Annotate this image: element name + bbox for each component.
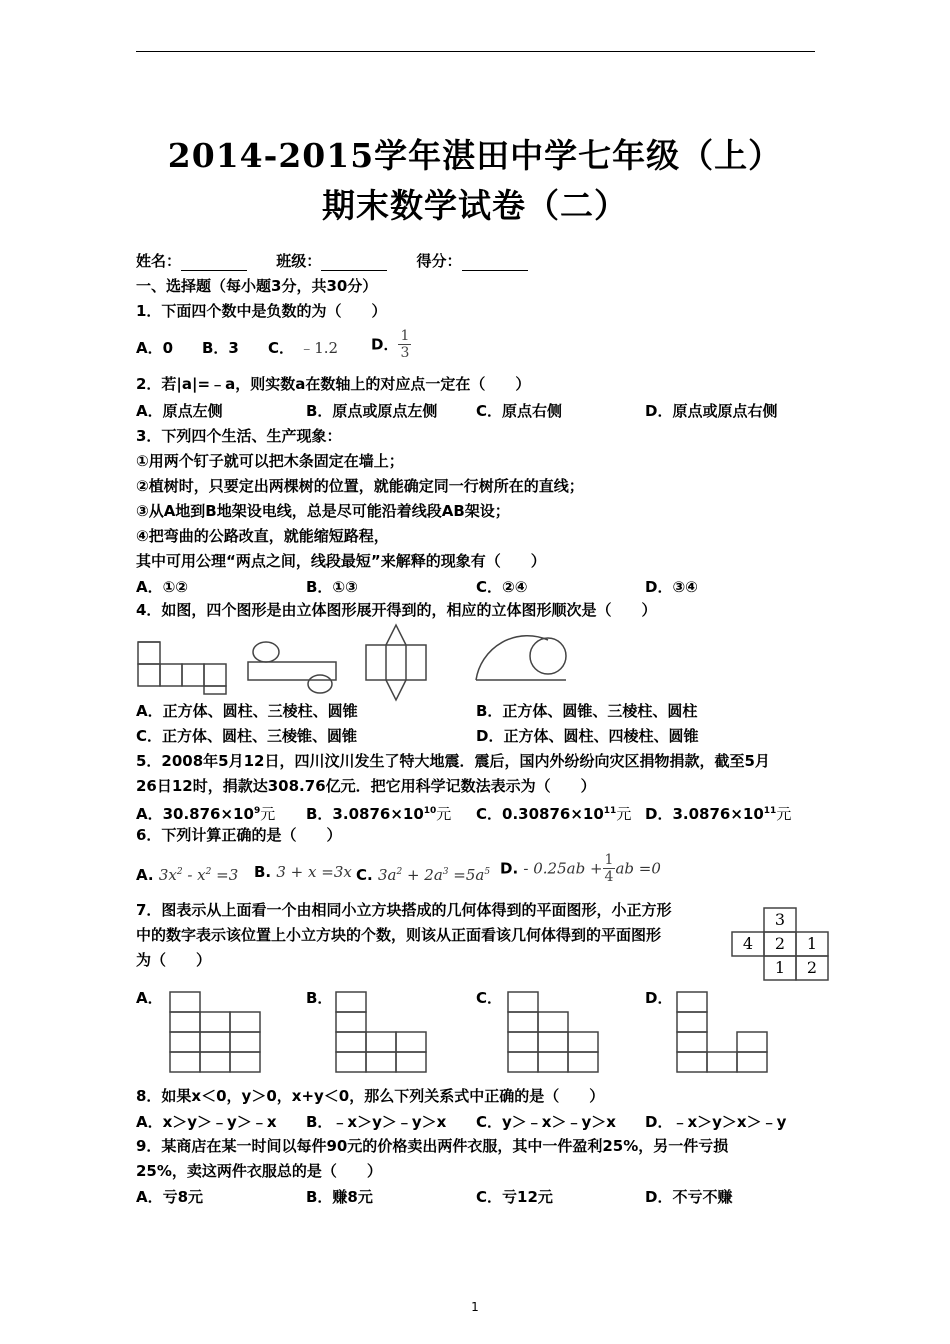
q5-a-exponent: 9 [253, 806, 261, 816]
q1-option-a[interactable]: A．0 [136, 339, 174, 357]
q9-option-c[interactable]: C．亏12元 [476, 1188, 553, 1206]
exam-title-line1: 2014-2015学年湛田中学七年级（上） [167, 136, 783, 175]
q6-c-expression: $3a^2 + 2a^3 =5a^5$ [377, 866, 491, 884]
q4-option-b[interactable]: B．正方体、圆锥、三棱柱、圆柱 [476, 702, 698, 720]
q5-stem-line1: 5．2008年5月12日，四川汶川发生了特大地震．震后，国内外纷纷向灾区捐物捐款，截至5月 [136, 752, 770, 770]
score-label: 得分： [416, 252, 462, 270]
class-label: 班级： [276, 252, 322, 270]
q7-option-a[interactable]: A． [136, 989, 163, 1007]
q5-d-exponent: 11 [763, 806, 777, 816]
q7-option-c[interactable]: C． [476, 989, 503, 1007]
q9-stem-line1: 9．某商店在某一时间以每件90元的价格卖出两件衣服，其中一件盈利25%，另一件亏损 [136, 1137, 729, 1155]
q1-stem: 1．下面四个数中是负数的为（ ） [136, 302, 387, 320]
grid-cell-bottom-right: 2 [806, 958, 818, 977]
q2-option-b[interactable]: B．原点或原点左侧 [306, 402, 438, 420]
grid-cell-bottom-center: 1 [774, 958, 786, 977]
q5-c-base: C．0.30876×10 [476, 805, 604, 823]
q6-d-numerator: 1 [604, 852, 614, 868]
q3-option-c[interactable]: C．②④ [476, 578, 528, 596]
name-label: 姓名： [136, 252, 182, 270]
q6-c-label: C. [356, 866, 373, 884]
q2-option-d[interactable]: D．原点或原点右侧 [645, 402, 778, 420]
q9-option-a[interactable]: A．亏8元 [136, 1188, 204, 1206]
q9-option-d[interactable]: D．不亏不赚 [645, 1188, 733, 1206]
q5-b-unit: 元 [436, 805, 452, 823]
q6-b-label: B. [254, 863, 272, 881]
q3-item-3: ③从A地到B地架设电线，总是尽可能沿着线段AB架设； [136, 502, 510, 520]
q6-stem: 6．下列计算正确的是（ ） [136, 826, 342, 844]
q4-option-c[interactable]: C．正方体、圆柱、三棱锥、圆锥 [136, 727, 358, 745]
grid-cell-left: 4 [742, 934, 754, 953]
q7-figure-d [677, 992, 767, 1072]
grid-cell-top: 3 [774, 910, 786, 929]
q7-stem-line3: 为（ ） [136, 951, 212, 969]
page-number: 1 [471, 1300, 479, 1314]
q7-stem-line2: 中的数字表示该位置上小立方块的个数，则该从正面看该几何体得到的平面图形 [136, 926, 662, 944]
q8-option-b[interactable]: B．﹣x＞y＞﹣y＞x [306, 1113, 447, 1131]
q8-option-d[interactable]: D．﹣x＞y＞x＞﹣y [645, 1113, 787, 1131]
q4-option-a[interactable]: A．正方体、圆柱、三棱柱、圆锥 [136, 702, 358, 720]
q5-c-exponent: 11 [603, 806, 617, 816]
grid-cell-center: 2 [774, 934, 786, 953]
q6-d-expression-right: ab =0 [615, 859, 661, 878]
q3-option-a[interactable]: A．①② [136, 578, 189, 596]
q1-d-label: D． [371, 335, 399, 354]
q4-stem: 4．如图，四个图形是由立体图形展开得到的，相应的立体图形顺次是（ ） [136, 601, 657, 619]
section-heading: 一、选择题（每小题3分，共30分） [136, 277, 378, 295]
q5-stem-line2: 26日12时，捐款达308.76亿元．把它用科学记数法表示为（ ） [136, 777, 596, 795]
grid-cell-right: 1 [806, 934, 818, 953]
q6-d-denominator: 4 [604, 869, 614, 885]
q8-stem: 8．如果x＜0，y＞0，x+y＜0，那么下列关系式中正确的是（ ） [136, 1087, 605, 1105]
q1-d-denominator: 3 [400, 345, 410, 361]
q8-option-c[interactable]: C．y＞﹣x＞﹣y＞x [476, 1113, 616, 1131]
exam-title-line2: 期末数学试卷（二） [322, 186, 628, 225]
q3-item-4: ④把弯曲的公路改直，就能缩短路程， [136, 527, 389, 545]
q6-a-expression: $3x^2 - x^2 =3$ [158, 866, 239, 884]
q2-option-a[interactable]: A．原点左侧 [136, 402, 223, 420]
q8-option-a[interactable]: A．x＞y＞﹣y＞﹣x [136, 1113, 277, 1131]
q7-figure-c [508, 992, 598, 1072]
q6-a-label: A. [136, 866, 154, 884]
q1-d-numerator: 1 [400, 328, 410, 344]
q7-figure-b [336, 992, 426, 1072]
q3-stem: 3．下列四个生活、生产现象： [136, 427, 342, 445]
q5-b-base: B．3.0876×10 [306, 805, 424, 823]
q6-d-label: D. [500, 859, 519, 878]
q2-stem: 2．若|a|=﹣a，则实数a在数轴上的对应点一定在（ ） [136, 375, 531, 393]
q5-d-unit: 元 [776, 805, 792, 823]
q7-option-d[interactable]: D． [645, 989, 673, 1007]
q7-figure-a [170, 992, 260, 1072]
q9-option-b[interactable]: B．赚8元 [306, 1188, 373, 1206]
q5-a-unit: 元 [260, 805, 276, 823]
q5-a-base: A．30.876×10 [136, 805, 254, 823]
q3-item-1: ①用两个钉子就可以把木条固定在墙上； [136, 452, 404, 470]
q3-option-b[interactable]: B．①③ [306, 578, 358, 596]
q3-question: 其中可用公理“两点之间，线段最短”来解释的现象有（ ） [136, 552, 546, 570]
q2-option-c[interactable]: C．原点右侧 [476, 402, 563, 420]
q1-c-label: C． [268, 339, 295, 357]
q5-b-exponent: 10 [423, 806, 437, 816]
q7-stem-line1: 7．图表示从上面看一个由相同小立方块搭成的几何体得到的平面图形，小正方形 [136, 901, 672, 919]
q5-d-base: D．3.0876×10 [645, 805, 764, 823]
q6-d-expression-left: - 0.25ab + [523, 859, 603, 878]
q3-option-d[interactable]: D．③④ [645, 578, 698, 596]
q4-option-d[interactable]: D．正方体、圆柱、四棱柱、圆锥 [476, 727, 699, 745]
q1-option-b[interactable]: B．3 [202, 339, 239, 357]
q1-c-value: ﹣1.2 [299, 339, 339, 357]
q3-item-2: ②植树时，只要定出两棵树的位置，就能确定同一行树所在的直线； [136, 477, 584, 495]
q9-stem-line2: 25%，卖这两件衣服总的是（ ） [136, 1162, 382, 1180]
q5-c-unit: 元 [616, 805, 632, 823]
q7-option-b[interactable]: B． [306, 989, 333, 1007]
q6-b-expression: 3 + x =3x [276, 863, 352, 881]
